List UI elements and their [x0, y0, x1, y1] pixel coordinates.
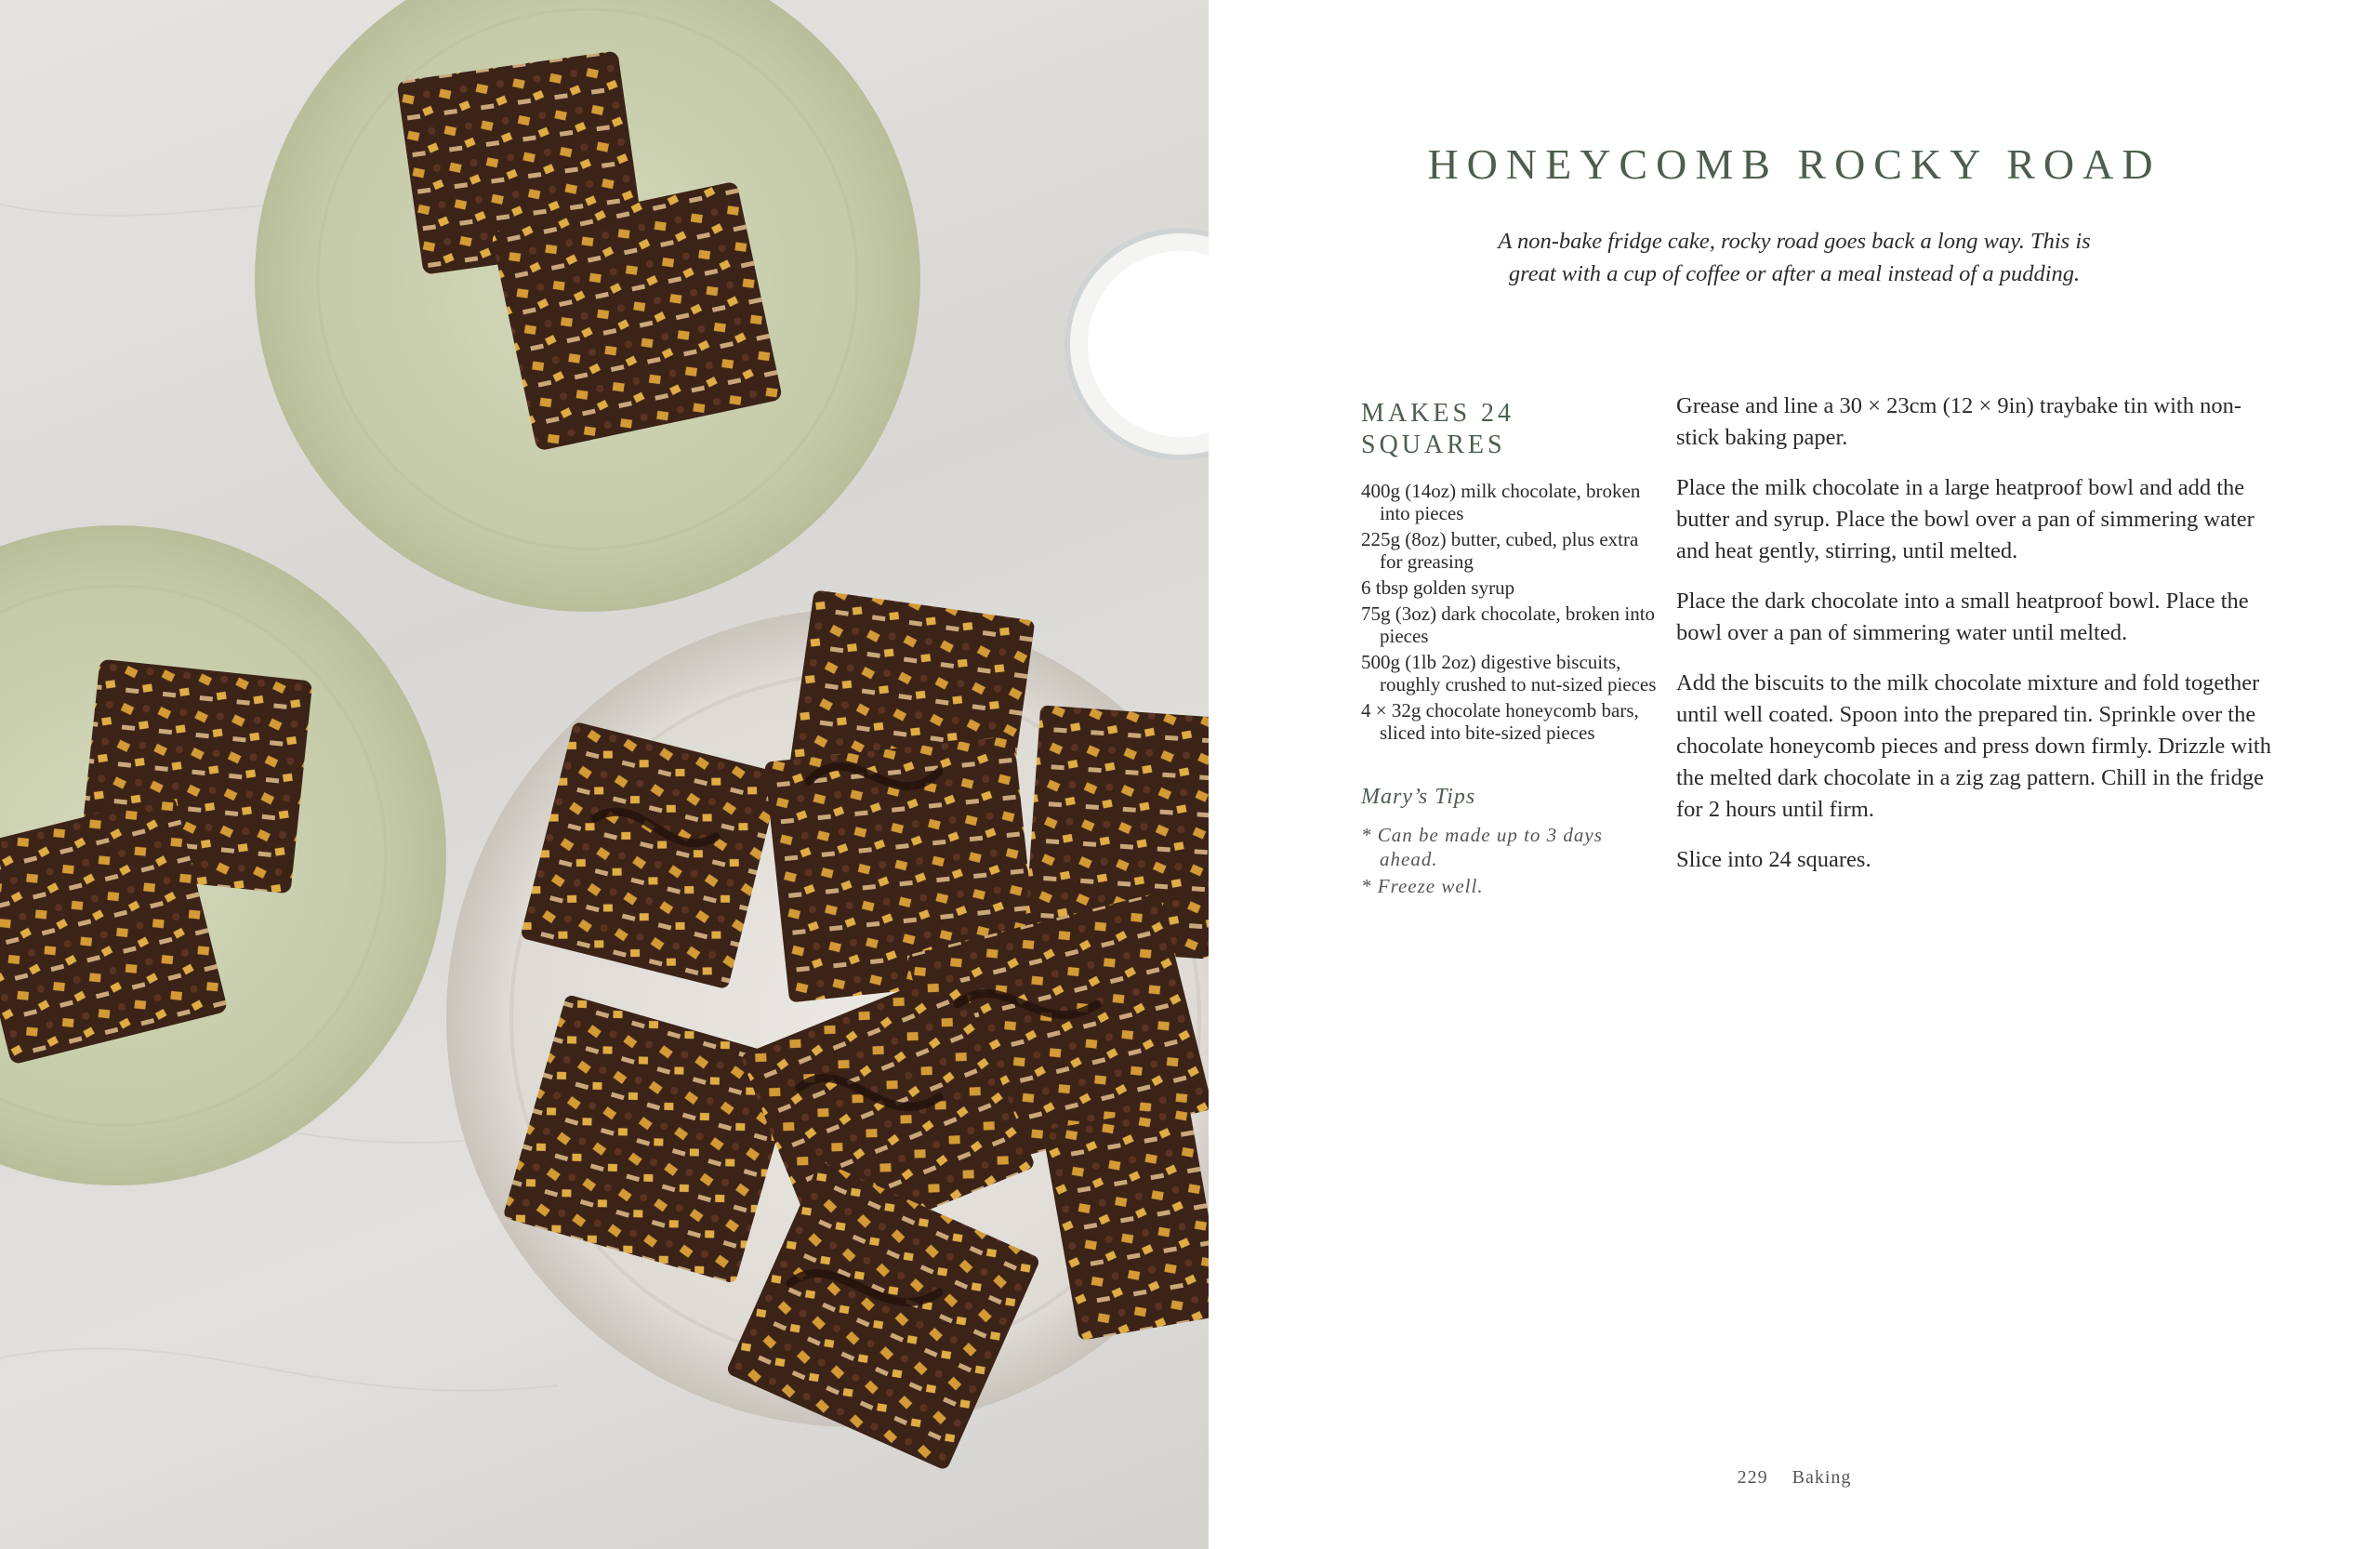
method-step: Add the biscuits to the milk chocolate mixture and fold together until well coated. Spoon into the prepared tin. Sprinkle over the chocolate honeycomb pieces and press down firmly. Drizzle with the melted dark chocolate in a zig zag pattern. Chill in the fridge for 2 hours until firm. [1676, 670, 2271, 822]
intro-line: A non-bake fridge cake, rocky road goes back a long way. This is [1498, 229, 2091, 254]
yield-line: MAKES 24 [1361, 399, 1515, 428]
recipe-title: HONEYCOMB ROCKY ROAD [1427, 140, 2162, 188]
tips-heading: Mary’s Tips [1361, 785, 1476, 809]
ingredients-list [1361, 480, 1657, 744]
tips-list [1361, 823, 1640, 898]
tip-item: * Freeze well. [1361, 875, 1484, 897]
yield-line: SQUARES [1361, 430, 1506, 459]
left-green-plate [0, 525, 446, 1185]
tip-item: * Can be made up to 3 days ahead. [1361, 824, 1603, 870]
top-green-plate [255, 0, 920, 612]
recipe-text-page [1209, 0, 2380, 1549]
intro-line: great with a cup of coffee or after a meal instead of a pudding. [1508, 261, 2081, 286]
ingredient-item: 4 × 32g chocolate honeycomb bars, sliced into bite-sized pieces [1361, 699, 1639, 744]
ingredient-item: 6 tbsp golden syrup [1361, 576, 1515, 599]
page-footer [1209, 1467, 2380, 1489]
ingredients-column [1361, 398, 1657, 901]
yield-heading [1361, 398, 1640, 461]
method-column [1676, 391, 2271, 894]
ingredient-item: 225g (8oz) butter, cubed, plus extra for greasing [1361, 528, 1639, 573]
ingredient-item: 75g (3oz) dark chocolate, broken into pieces [1361, 602, 1656, 647]
section-name: Baking [1792, 1467, 1852, 1488]
method-step: Place the dark chocolate into a small heatproof bowl. Place the bowl over a pan of simmering water until melted. [1676, 589, 2249, 645]
recipe-intro [1422, 225, 2166, 290]
milk-glass [1067, 231, 1209, 457]
method-step: Grease and line a 30 × 23cm (12 × 9in) traybake tin with non-stick baking paper. [1676, 393, 2241, 450]
method-step: Place the milk chocolate in a large heatproof bowl and add the butter and syrup. Place the bowl over a pan of simmering water and heat gently, stirring, until melted. [1676, 475, 2254, 563]
page-number: 229 [1737, 1467, 1768, 1488]
ingredient-item: 400g (14oz) milk chocolate, broken into pieces [1361, 480, 1641, 524]
large-grey-plate [446, 589, 1209, 1471]
method-step: Slice into 24 squares. [1676, 847, 1871, 872]
ingredient-item: 500g (1lb 2oz) digestive biscuits, roughly crushed to nut-sized pieces [1361, 651, 1657, 695]
